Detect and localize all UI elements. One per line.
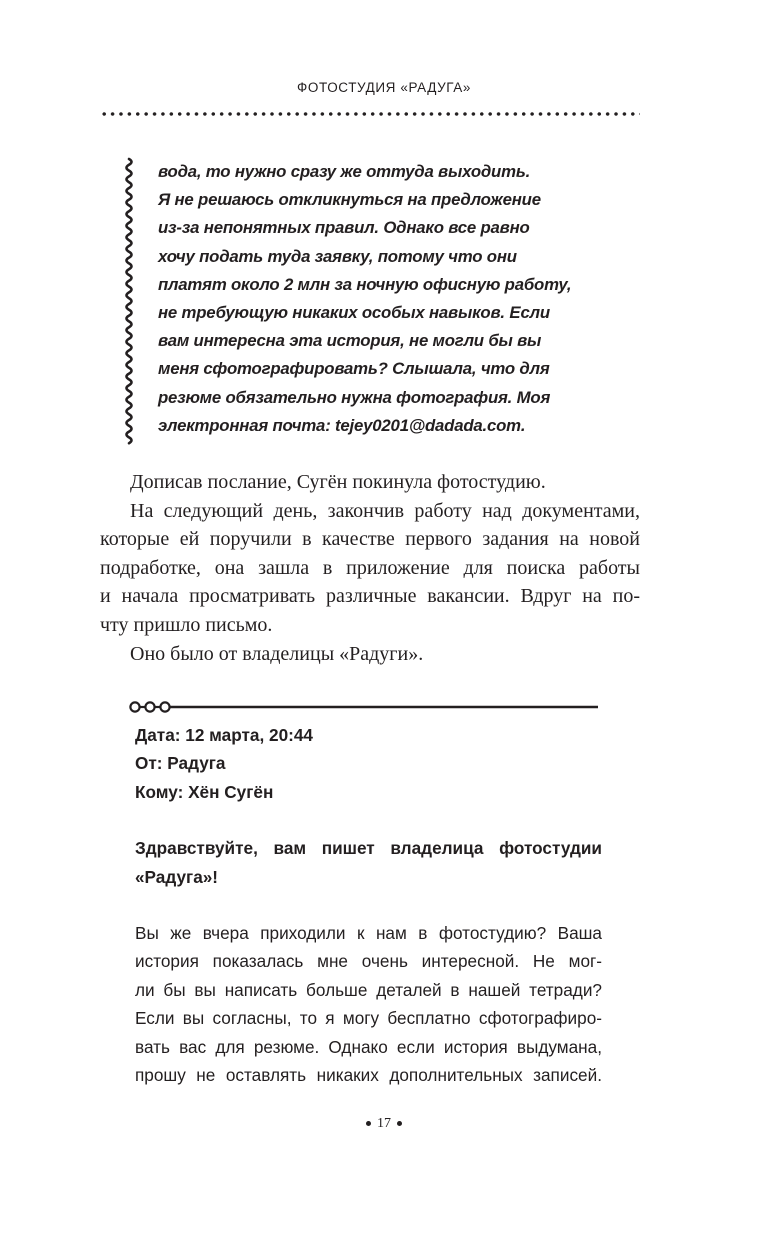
letter-line: прошу не оставлять никаких дополнительных записей.: [135, 1065, 602, 1086]
bullet-dot: [366, 1121, 371, 1126]
quote-line: из-за непонятных правил. Однако все равно: [158, 218, 530, 238]
dotted-divider: [100, 110, 640, 118]
quote-block: [158, 158, 628, 440]
email-letter: [135, 721, 602, 1089]
email-greeting: [135, 834, 602, 891]
email-to: Кому: Хён Сугён: [135, 781, 274, 802]
quote-line: вода, то нужно сразу же оттуда выходить.: [158, 162, 531, 181]
quote-line: Я не решаюсь откликнуться на предложение: [158, 190, 541, 210]
quote-line: вам интересна эта история, не могли бы вы: [158, 331, 542, 351]
body-line: Оно было от владелицы «Радуги».: [130, 642, 424, 665]
letter-line: Если вы согласны, то я могу бесплатно сфотографиро-: [135, 1008, 602, 1029]
email-from: От: Радуга: [135, 753, 226, 774]
wavy-quote-border: [122, 156, 136, 446]
letter-line: ли бы вы написать больше деталей в нашей тетради?: [135, 979, 602, 1000]
email-date: Дата: 12 марта, 20:44: [135, 725, 313, 745]
quote-line: хочу подать туда заявку, потому что они: [158, 246, 517, 266]
bullet-dot: [397, 1121, 402, 1126]
body-line: подработке, она зашла в приложение для поиска работы: [100, 556, 640, 579]
letter-line: Вы же вчера приходили к нам в фотостудию? Ваша: [135, 923, 602, 944]
email-paragraph: [135, 919, 602, 1089]
body-line: которые ей поручили в качестве первого задания на новой: [100, 528, 640, 551]
body-line: Дописав послание, Сугён покинула фотостудию.: [130, 471, 546, 493]
quote-line: платят около 2 млн за ночную офисную работу,: [158, 274, 572, 294]
body-line: На следующий день, закончив работу над документами,: [130, 499, 640, 522]
letter-line: история показалась мне очень интересной. Не мог-: [135, 951, 602, 972]
letter-line: вать вас для резюме. Однако если история выдумана,: [135, 1036, 602, 1057]
page-number-value: 17: [377, 1116, 391, 1131]
quote-line: меня сфотографировать? Слышала, что для: [158, 359, 550, 379]
running-header: ФОТОСТУДИЯ «РАДУГА»: [296, 80, 472, 95]
greeting-line: Здравствуйте, вам пишет владелица фотостудии: [135, 838, 602, 859]
body-line: и начала просматривать различные вакансии. Вдруг на по-: [100, 585, 640, 608]
letter-divider: [128, 699, 600, 715]
body-text: [100, 468, 640, 668]
quote-line: не требующую никаких особых навыков. Если: [158, 303, 550, 323]
quote-line: резюме обязательно нужна фотография. Моя: [158, 387, 551, 407]
body-line: чту пришло письмо.: [100, 613, 273, 636]
quote-line: электронная почта: tejey0201@dadada.com.: [158, 415, 526, 435]
page-number: [0, 1116, 768, 1132]
greeting-line: «Радуга»!: [135, 866, 219, 887]
